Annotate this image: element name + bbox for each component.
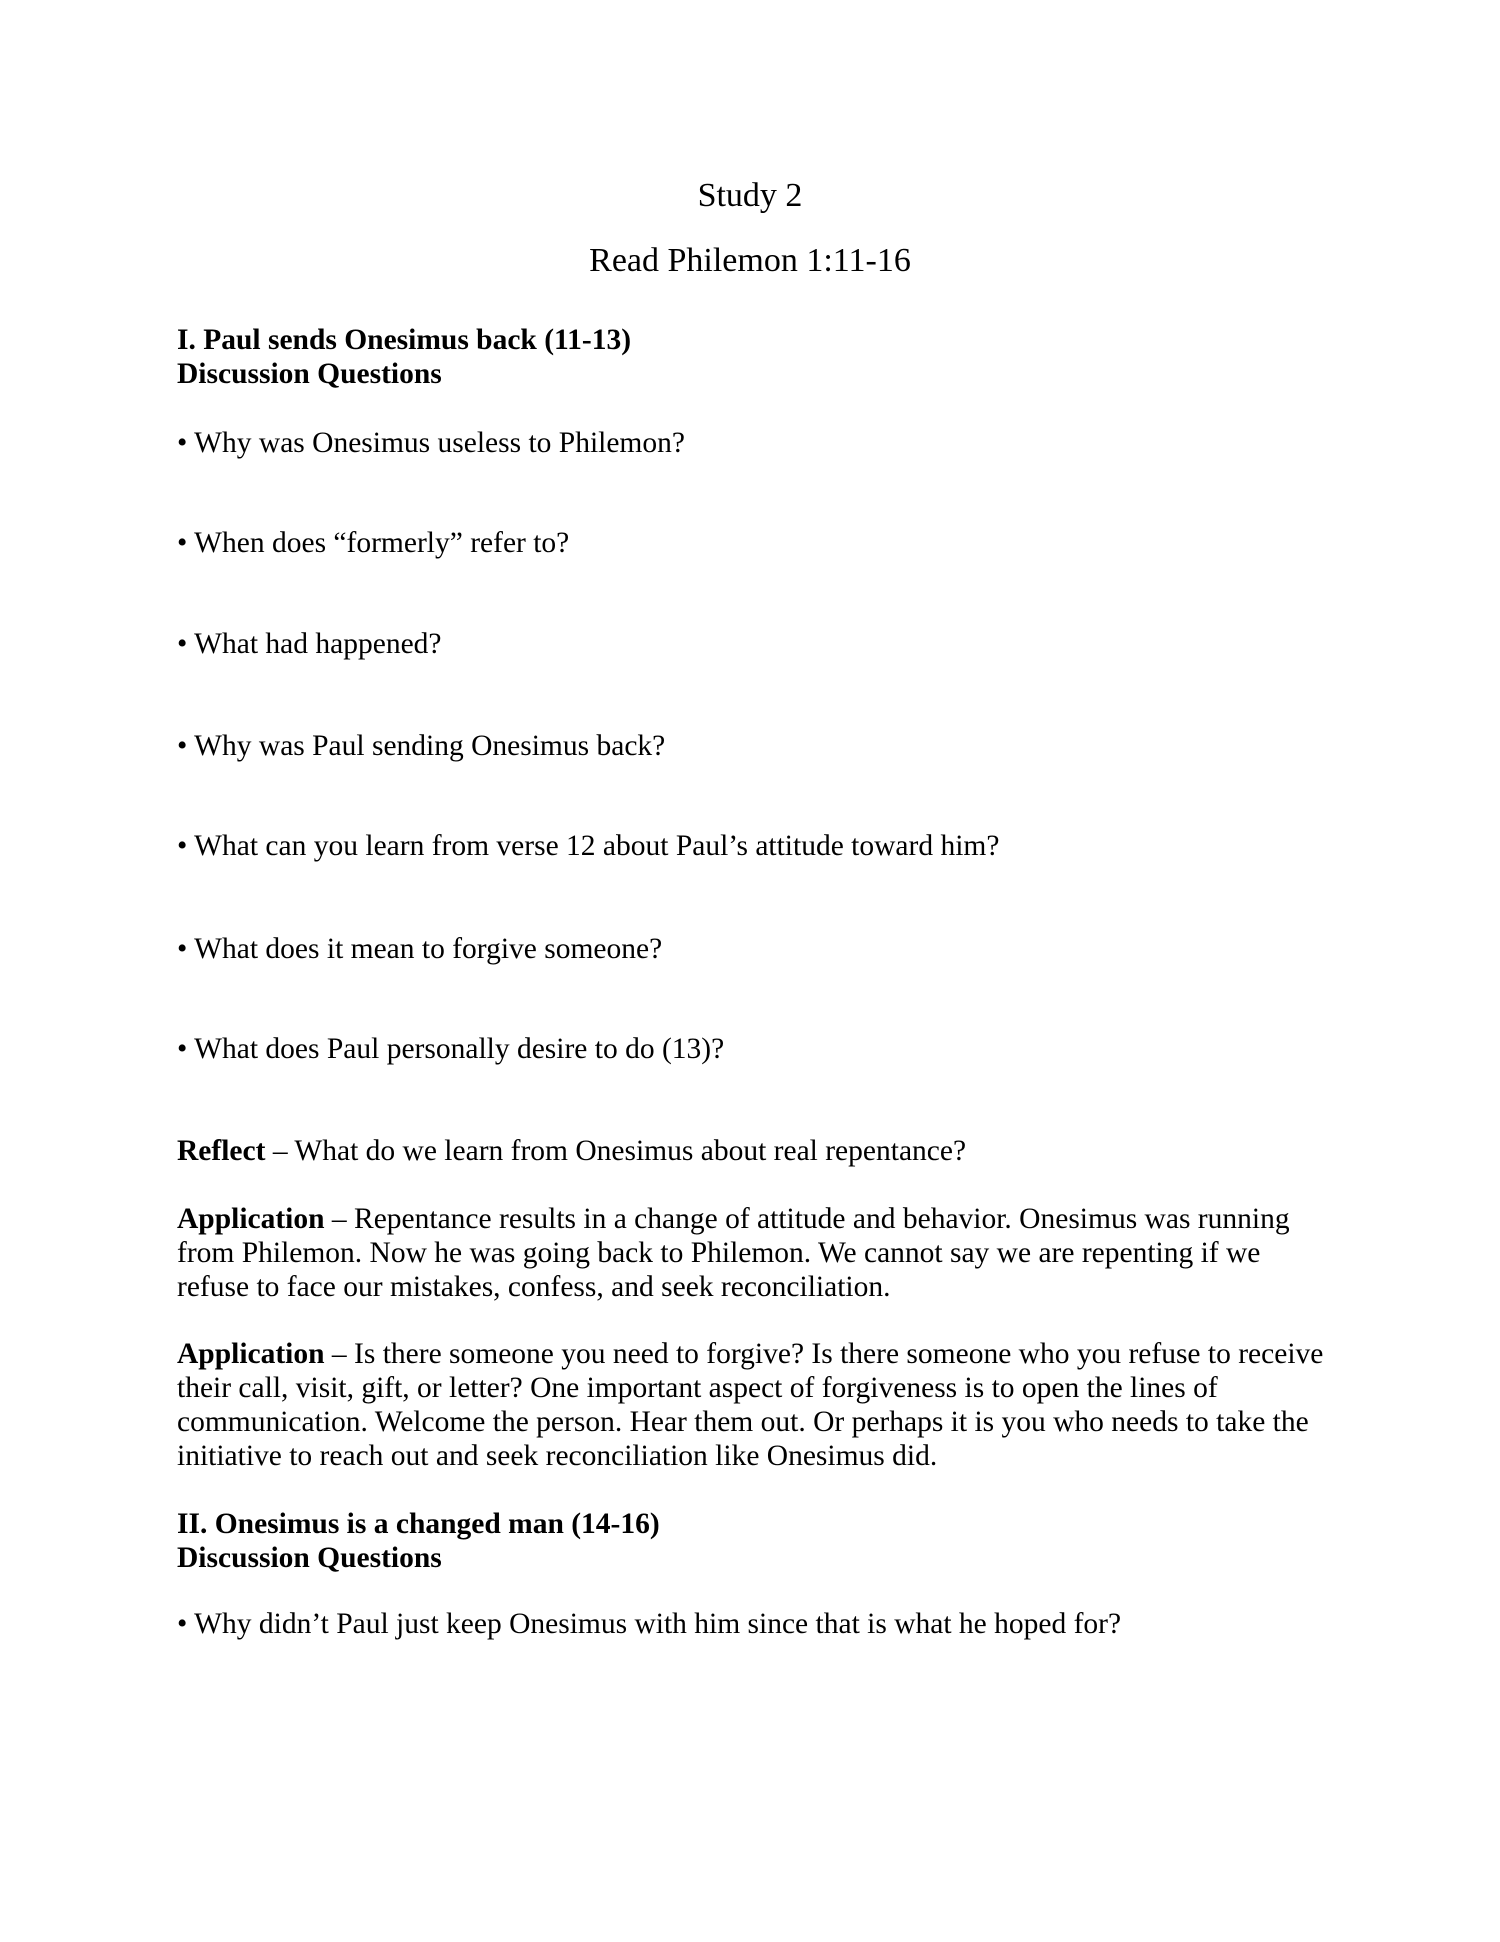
application-label: Application — [177, 1338, 325, 1370]
list-item — [177, 729, 665, 763]
list-item — [177, 829, 999, 863]
application-label: Application — [177, 1203, 325, 1235]
list-item — [177, 1607, 1121, 1641]
reflect-text: – What do we learn from Onesimus about real repentance? — [265, 1135, 967, 1167]
application-text-line: their call, visit, gift, or letter? One important aspect of forgiveness is to open the lines of — [177, 1372, 1218, 1404]
bullet-icon: • — [177, 628, 188, 660]
bullet-icon: • — [177, 1608, 188, 1640]
application-text-line: communication. Welcome the person. Hear them out. Or perhaps it is you who needs to take the — [177, 1406, 1309, 1438]
section-2-subheading: Discussion Questions — [177, 1542, 442, 1574]
question-text: What had happened? — [194, 628, 442, 660]
bullet-icon: • — [177, 1033, 188, 1065]
reflect-paragraph — [177, 1134, 966, 1168]
section-1-subheading: Discussion Questions — [177, 358, 442, 390]
application-paragraph-1 — [177, 1202, 1337, 1304]
document-title: Study 2 — [697, 177, 803, 214]
application-paragraph-2 — [177, 1337, 1337, 1473]
list-item — [177, 1032, 724, 1066]
question-text: What does it mean to forgive someone? — [194, 933, 663, 965]
bullet-icon: • — [177, 527, 188, 559]
bullet-icon: • — [177, 933, 188, 965]
question-text: Why was Paul sending Onesimus back? — [194, 730, 666, 762]
application-text-line: initiative to reach out and seek reconciliation like Onesimus did. — [177, 1440, 938, 1472]
question-text: What can you learn from verse 12 about Paul’s attitude toward him? — [194, 830, 1000, 862]
list-item — [177, 526, 569, 560]
question-text: When does “formerly” refer to? — [194, 527, 570, 559]
question-text: What does Paul personally desire to do (13)? — [194, 1033, 725, 1065]
bullet-icon: • — [177, 427, 188, 459]
section-2-heading: II. Onesimus is a changed man (14-16) — [177, 1508, 660, 1540]
list-item — [177, 627, 442, 661]
application-text-line: refuse to face our mistakes, confess, and seek reconciliation. — [177, 1271, 891, 1303]
bullet-icon: • — [177, 730, 188, 762]
question-text: Why was Onesimus useless to Philemon? — [194, 427, 685, 459]
question-text: Why didn’t Paul just keep Onesimus with him since that is what he hoped for? — [194, 1608, 1122, 1640]
list-item — [177, 426, 685, 460]
application-text-line: from Philemon. Now he was going back to Philemon. We cannot say we are repenting if we — [177, 1237, 1261, 1269]
application-text-line: – Is there someone you need to forgive? Is there someone who you refuse to receive — [324, 1338, 1324, 1370]
reflect-label: Reflect — [177, 1135, 266, 1167]
application-text-line: – Repentance results in a change of attitude and behavior. Onesimus was running — [324, 1203, 1290, 1235]
bullet-icon: • — [177, 830, 188, 862]
list-item — [177, 932, 662, 966]
section-1-heading: I. Paul sends Onesimus back (11-13) — [177, 324, 632, 356]
document-subtitle: Read Philemon 1:11-16 — [589, 242, 911, 279]
